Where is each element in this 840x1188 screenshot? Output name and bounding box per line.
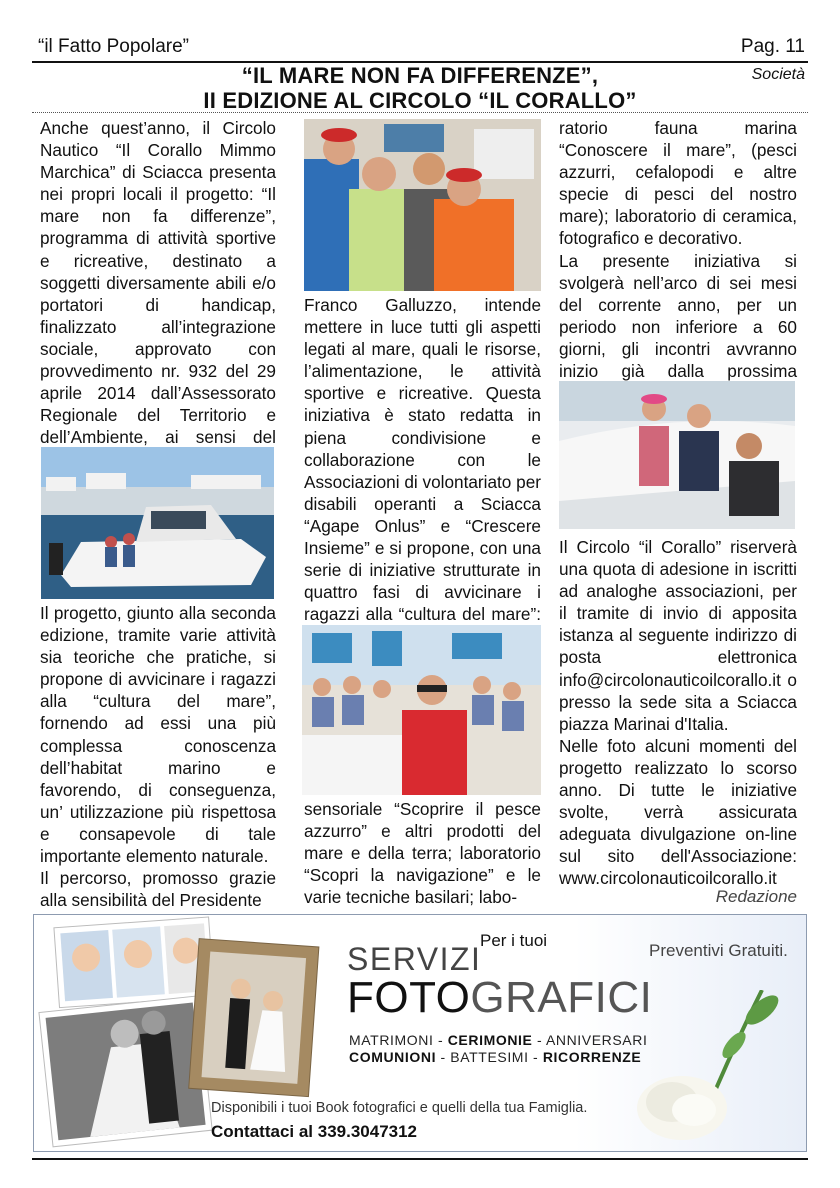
ad-services-line-2 <box>349 1049 641 1065</box>
ad-contact-phone: Contattaci al 339.3047312 <box>211 1122 418 1141</box>
ad-text: MATRIMONI - <box>349 1032 448 1048</box>
footer-rule <box>32 1158 808 1160</box>
paragraph: Franco Galluzzo, intende mettere in luce tutti gli aspetti legati al mare, quali le risorse, l’alimentazione, le attività sportive e ricreative. Questa iniziativa è stato redatta in piena condivisione e collaborazione con le Associazioni di volontariato per disabili operanti a Sciacca “Agape Onlus” e “Crescere Insieme” e si propone, con una serie di iniziative strutturate in quattro fasi di avvicinare i ragazzi alla “cultura del mare”: <box>304 295 541 625</box>
boat-deck-photo <box>559 381 795 529</box>
ad-foto-word: FOTO <box>347 973 471 1022</box>
boat-photo <box>41 447 274 599</box>
group-photo-top <box>304 119 541 291</box>
title-line-2: II EDIZIONE AL CIRCOLO “IL CORALLO” <box>203 88 637 113</box>
column-3-part-1 <box>559 117 797 404</box>
ad-text: - BATTESIMI - <box>436 1049 543 1065</box>
column-2-part-2 <box>304 798 541 908</box>
page-number: Pag. 11 <box>740 36 805 57</box>
ad-preventivi: Preventivi Gratuiti. <box>649 941 788 960</box>
ad-servizi: SERVIZI <box>347 941 482 977</box>
paragraph: Nelle foto alcuni momenti del progetto realizzato lo scorso anno. Di tutte le iniziative svolte, verrà assicurata adeguata divulgazione on-line sul sito dell'Associazione: www.circolonauticoilcorallo.it <box>559 735 797 889</box>
ad-per-i-tuoi: Per i tuoi <box>480 931 548 950</box>
paragraph: ratorio fauna marina “Conoscere il mare”, (pesci azzurri, cefalopodi e altre specie di pesci del nostro mare); laboratorio di ceramica, fotografico e decorativo. <box>559 118 797 249</box>
author-signature: Redazione <box>715 887 797 906</box>
column-3-part-2 <box>559 536 797 890</box>
ad-text: CERIMONIE <box>447 1032 533 1048</box>
title-rule <box>32 112 808 113</box>
paragraph: Il progetto, giunto alla seconda edizione, tramite varie attività sia teoriche che pratiche, si propone di avvicinare i ragazzi alla “cultura del mare”, fornendo ad essi una più complessa conoscenza dell’habitat marino e favorendo, di conseguenza, un’ utilizzazione più rispettosa e consapevole di tale importante elemento naturale. <box>40 603 276 867</box>
ad-fotografici <box>347 973 652 1023</box>
white-rose-image <box>612 990 807 1150</box>
column-1-part-2 <box>40 602 276 911</box>
section-label: Società <box>751 66 805 83</box>
ad-text: COMUNIONI <box>349 1049 437 1065</box>
photo-services-ad <box>33 914 807 1152</box>
ad-text: - ANNIVERSARI <box>532 1032 648 1048</box>
article-title <box>140 63 700 113</box>
column-1-part-1 <box>40 117 276 471</box>
paragraph: Il percorso, promosso grazie alla sensibilità del Presidente <box>40 868 276 911</box>
ad-book-text: Disponibili i tuoi Book fotografici e quelli della tua Famiglia. <box>211 1100 588 1116</box>
title-line-1: “IL MARE NON FA DIFFERENZE”, <box>241 63 599 88</box>
paragraph: sensoriale “Scoprire il pesce azzurro” e altri prodotti del mare e della terra; laboratorio “Scopri la navigazione” e le varie tecniche basilari; labo- <box>304 799 541 908</box>
column-2-part-1 <box>304 294 541 648</box>
paragraph: Il Circolo “il Corallo” riserverà una quota di adesione in iscritti ad analoghe associazioni, per il tramite di invio di apposita istanza al seguente indirizzo di posta elettronica info@circolonauticoilcorallo.it o presso la sede sita a Sciacca piazza Marinai d'Italia. <box>559 537 797 734</box>
ad-text: RICORRENZE <box>542 1049 642 1065</box>
classroom-photo <box>302 625 541 795</box>
paragraph: La presente iniziativa si svolgerà nell’arco di sei mesi del corrente anno, per un periodo non inferiore a 60 giorni, gli incontri avvranno inizio già dalla prossima <box>559 250 797 382</box>
paragraph: Anche quest’anno, il Circolo Nautico “Il Corallo Mimmo Marchica” di Sciacca presenta nei propri locali il progetto: “Il mare non fa differenze”, programma di attività sportive e ricreative, destinato a soggetti diversamente abili e/o portatori di handicap, finalizzato all’integrazione sociale, approvato con provvedimento nr. 932 del 29 aprile 2014 dall’Assessorato Regionale del Territorio e dell’Ambiente, ai sensi del <box>40 118 276 448</box>
ad-services-line-1 <box>349 1032 647 1048</box>
ad-grafici-word: GRAFICI <box>470 973 653 1022</box>
publication-name: “il Fatto Popolare” <box>38 36 190 57</box>
